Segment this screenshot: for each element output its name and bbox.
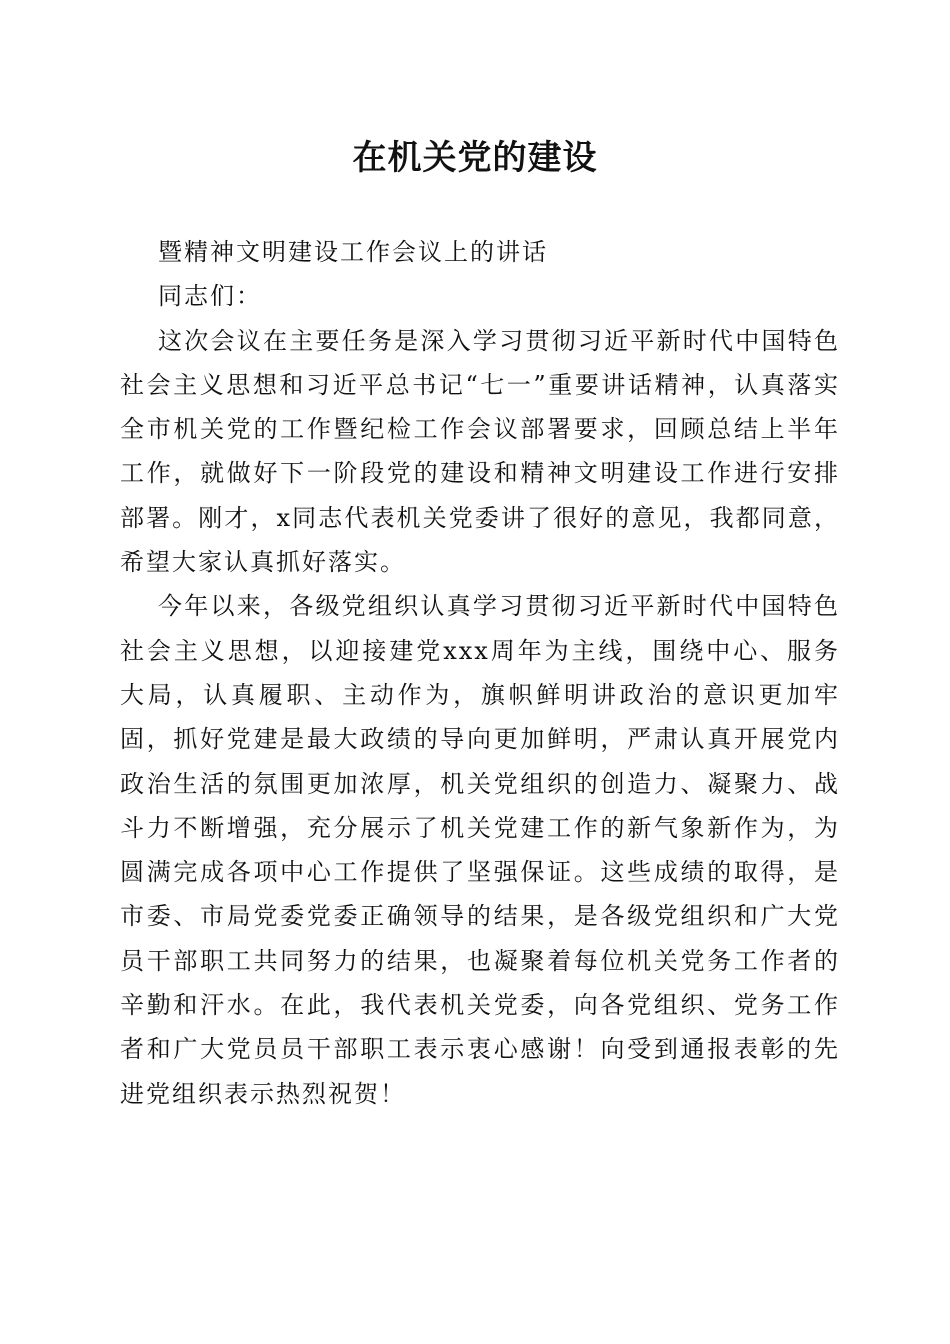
document-title: 在机关党的建设 bbox=[352, 138, 598, 178]
document-body bbox=[120, 230, 840, 1116]
paragraph-2: 今年以来，各级党组织认真学习贯彻习近平新时代中国特色社会主义思想，以迎接建党xxx周年为主线，围绕中心、服务大局，认真履职、主动作为，旗帜鲜明讲政治的意识更加牢固，抓好党建是最大政绩的导向更加鲜明，严肃认真开展党内政治生活的氛围更加浓厚，机关党组织的创造力、凝聚力、战斗力不断增强，充分展示了机关党建工作的新气象新作为，为圆满完成各项中心工作提供了坚强保证。这些成绩的取得，是市委、市局党委党委正确领导的结果，是各级党组织和广大党员干部职工共同努力的结果，也凝聚着每位机关党务工作者的辛勤和汗水。在此，我代表机关党委，向各党组织、党务工作者和广大党员员干部职工表示衷心感谢！向受到通报表彰的先进党组织表示热烈祝贺！ bbox=[120, 592, 840, 1108]
salutation: 同志们： bbox=[158, 282, 262, 311]
paragraph-1: 这次会议在主要任务是深入学习贯彻习近平新时代中国特色社会主义思想和习近平总书记“七一”重要讲话精神，认真落实全市机关党的工作暨纪检工作会议部署要求，回顾总结上半年工作，就做好下一阶段党的建设和精神文明建设工作进行安排部署。刚才，x同志代表机关党委讲了很好的意见，我都同意，希望大家认真抓好落实。 bbox=[120, 326, 840, 577]
document-subtitle: 暨精神文明建设工作会议上的讲话 bbox=[158, 238, 548, 266]
